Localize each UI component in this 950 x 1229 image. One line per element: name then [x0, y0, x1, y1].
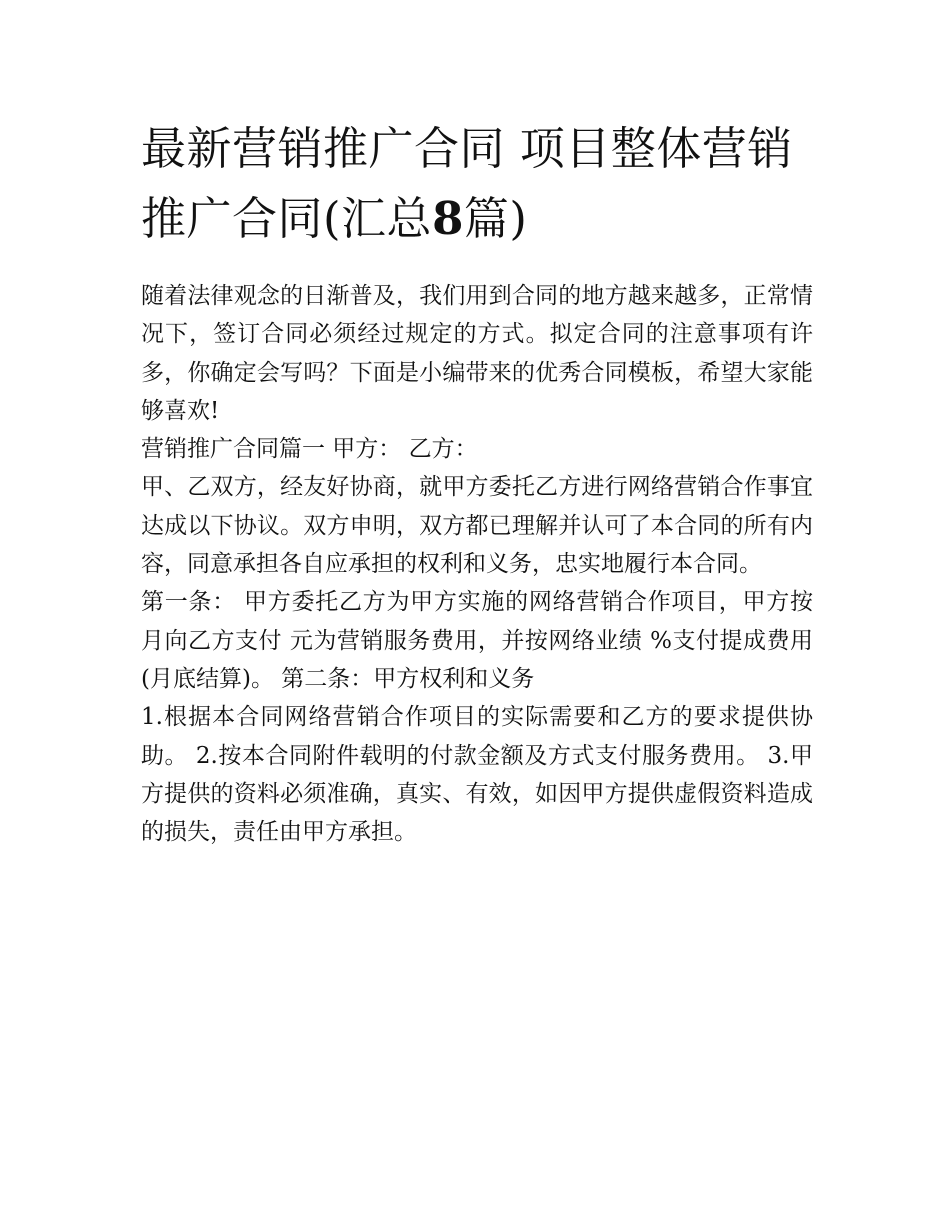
document-page [141, 114, 813, 851]
agreement-paragraph: 甲、乙双方，经友好协商，就甲方委托乙方进行网络营销合作事宜达成以下协议。双方申明，双方都已理解并认可了本合同的所有内容，同意承担各自应承担的权利和义务，忠实地履行本合同。 [141, 474, 813, 578]
document-body [141, 277, 813, 851]
title-text: 最新营销推广合同 项目整体营销推广合同(汇总 [141, 122, 793, 245]
party-a-obligations-paragraph: 1.根据本合同网络营销合作项目的实际需要和乙方的要求提供协助。 2.按本合同附件载明的付款金额及方式支付服务费用。 3.甲方提供的资料必须准确，真实、有效，如因甲方提供虚假资料造成的损失，责任由甲方承担。 [141, 704, 813, 846]
section-heading: 营销推广合同篇一 甲方： 乙方： [141, 436, 478, 463]
title-number: 8 [432, 192, 464, 245]
title-text-end: 篇) [463, 192, 528, 245]
document-title [141, 114, 813, 254]
article-one-paragraph: 第一条： 甲方委托乙方为甲方实施的网络营销合作项目，甲方按月向乙方支付 元为营销服务费用，并按网络业绩 %支付提成费用(月底结算)。 第二条：甲方权利和义务 [141, 589, 813, 692]
intro-paragraph: 随着法律观念的日渐普及，我们用到合同的地方越来越多，正常情况下，签订合同必须经过规定的方式。拟定合同的注意事项有许多，你确定会写吗？下面是小编带来的优秀合同模板，希望大家能够喜欢! [141, 283, 813, 424]
